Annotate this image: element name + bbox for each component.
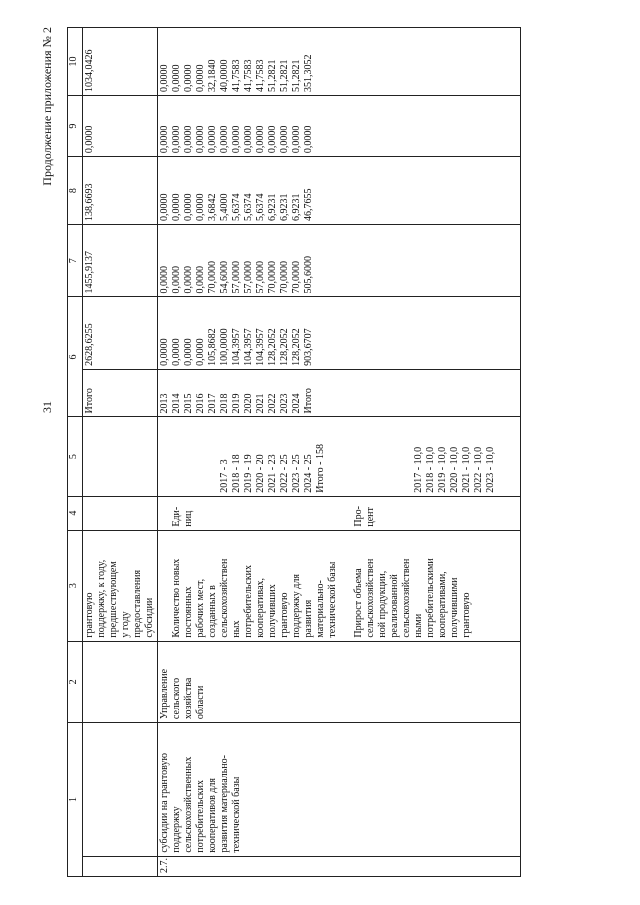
unit-growth: Про- цент xyxy=(353,506,376,527)
col-number-2: 2 xyxy=(68,641,83,723)
col-number-8: 8 xyxy=(68,157,83,225)
item-name: субсидии на грантовую поддержку сельскохозяйственных потребительских кооперативов для развития материально- технической базы xyxy=(158,723,521,857)
carry-col7: 1455,9137 xyxy=(83,225,158,297)
program-table xyxy=(67,27,521,877)
col-number-10: 10 xyxy=(68,28,83,96)
item-number: 2.7. xyxy=(158,856,521,876)
indicator-growth: Прирост объема сельскохозяйствен ной продукции, реализованной сельскохозяйствен ными потребительскими кооперативами, получившими грантовую xyxy=(353,558,472,638)
col-number-6: 6 xyxy=(68,297,83,417)
carry-col10: 1034,0426 xyxy=(83,28,158,96)
page-number: 31 xyxy=(40,401,54,413)
carry-col9: 0,0000 xyxy=(83,96,158,157)
indicator-jobs: Количество новых постоянных рабочих мест, созданных в сельскохозяйствен ных потребительских кооперативах, получивших грантовую поддержку для развития материально- технической базы xyxy=(171,558,338,638)
item-executor: Управление сельского хозяйства области xyxy=(158,641,521,723)
indicator-tail: грантовую поддержку, к году, предшествующем у году предоставления субсидии xyxy=(83,530,158,641)
col-number-5: 5 xyxy=(68,417,83,496)
targets-jobs: 2017 - 3 2018 - 18 2019 - 19 2020 - 20 2021 - 23 2022 - 25 2023 - 25 2024 - 25 Итого - 158 xyxy=(219,444,326,493)
col-number-1: 1 xyxy=(68,723,83,877)
rotated-sheet xyxy=(40,27,600,877)
col-number-4: 4 xyxy=(68,496,83,530)
col-number-7: 7 xyxy=(68,225,83,297)
carry-col6: 2628,6255 xyxy=(83,297,158,369)
carry-col8: 138,6693 xyxy=(83,157,158,225)
years-list: 2013 2014 2015 2016 2017 2018 2019 2020 2021 2022 2023 2024 Итого xyxy=(158,369,521,417)
col-number-3: 3 xyxy=(68,530,83,641)
unit-jobs: Еди- ниц xyxy=(171,506,194,527)
col-number-9: 9 xyxy=(68,96,83,157)
column-numbers-row xyxy=(68,28,83,877)
values-col10: 0,0000 0,0000 0,0000 0,0000 32,1840 40,0000 41,7583 41,7583 41,7583 51,2821 51,2821 51,2821 351,3052 xyxy=(158,28,521,96)
values-col6: 0,0000 0,0000 0,0000 0,0000 105,8682 100,0000 104,3957 104,3957 104,3957 128,2052 128,2052 128,2052 903,6707 xyxy=(158,297,521,369)
continuation-note: Продолжение приложения № 2 xyxy=(40,27,54,186)
item-2-7-row xyxy=(158,28,521,877)
carry-over-row xyxy=(83,28,158,877)
targets-growth: 2017 - 10,0 2018 - 10,0 2019 - 10,0 2020 - 10,0 2021 - 10,0 2022 - 10,0 2023 - 10,0 xyxy=(413,446,496,493)
values-col7: 0,0000 0,0000 0,0000 0,0000 70,0000 54,6000 57,0000 57,0000 57,0000 70,0000 70,0000 70,0000 505,6000 xyxy=(158,225,521,297)
values-col9: 0,0000 0,0000 0,0000 0,0000 0,0000 0,0000 0,0000 0,0000 0,0000 0,0000 0,0000 0,0000 0,0000 xyxy=(158,96,521,157)
carry-total-label: Итого xyxy=(83,369,158,417)
values-col8: 0,0000 0,0000 0,0000 0,0000 3,6842 5,4000 5,6374 5,6374 5,6374 6,9231 6,9231 6,9231 46,7655 xyxy=(158,157,521,225)
